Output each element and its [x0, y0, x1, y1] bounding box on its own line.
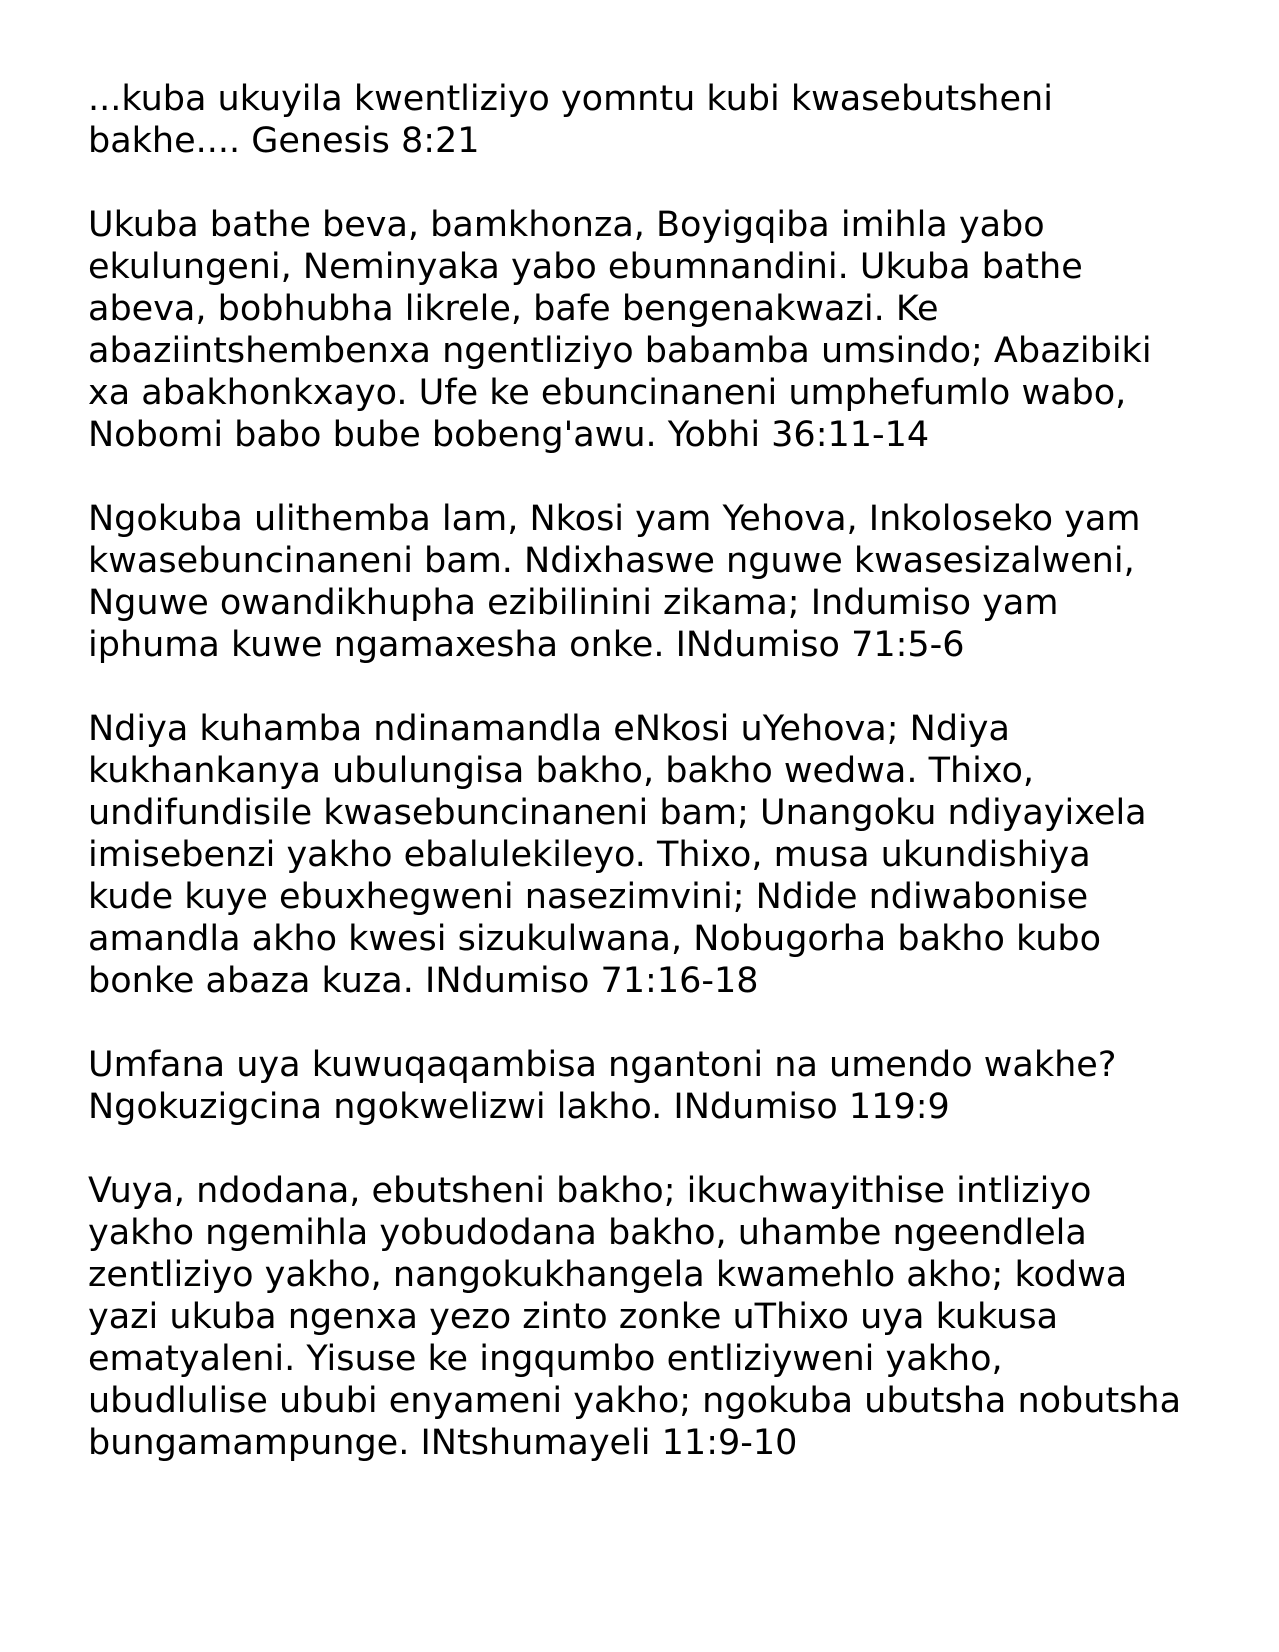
text-line: yazi ukuba ngenxa yezo zinto zonke uThixo uya kukusa	[88, 1297, 1059, 1337]
text-line: abaziintshembenxa ngentliziyo babamba umsindo; Abazibiki	[88, 331, 1152, 371]
paragraph-indumiso-119-9	[88, 1044, 1218, 1128]
text-line: zentliziyo yakho, nangokukhangela kwamehlo akho; kodwa	[88, 1255, 1128, 1295]
paragraph-yobhi-36-11-14	[88, 204, 1218, 456]
text-line: amandla akho kwesi sizukulwana, Nobugorha bakho kubo	[88, 919, 1102, 959]
text-line: Vuya, ndodana, ebutsheni bakho; ikuchwayithise intliziyo	[88, 1171, 1092, 1211]
text-line: iphuma kuwe ngamaxesha onke. INdumiso 71:5-6	[88, 625, 965, 665]
text-line: Umfana uya kuwuqaqambisa ngantoni na umendo wakhe?	[88, 1045, 1117, 1085]
text-line: Ndiya kuhamba ndinamandla eNkosi uYehova; Ndiya	[88, 709, 1010, 749]
paragraph-intshumayeli-11-9-10	[88, 1170, 1218, 1464]
text-line: xa abakhonkxayo. Ufe ke ebuncinaneni umphefumlo wabo,	[88, 373, 1127, 413]
paragraph-indumiso-71-16-18	[88, 708, 1218, 1002]
text-line: ubudlulise ububi enyameni yakho; ngokuba ubutsha nobutsha	[88, 1381, 1182, 1421]
text-line: ...kuba ukuyila kwentliziyo yomntu kubi kwasebutsheni	[88, 79, 1053, 119]
paragraph-genesis-8-21	[88, 78, 1218, 162]
text-line: kukhankanya ubulungisa bakho, bakho wedwa. Thixo,	[88, 751, 1035, 791]
text-line: Ngokuba ulithemba lam, Nkosi yam Yehova, Inkoloseko yam	[88, 499, 1141, 539]
document-page	[88, 78, 1218, 1506]
text-line: bungamampunge. INtshumayeli 11:9-10	[88, 1423, 798, 1463]
text-line: ematyaleni. Yisuse ke ingqumbo entliziyweni yakho,	[88, 1339, 1003, 1379]
text-line: Ukuba bathe beva, bamkhonza, Boyigqiba imihla yabo	[88, 205, 1045, 245]
text-line: undifundisile kwasebuncinaneni bam; Unangoku ndiyayixela	[88, 793, 1147, 833]
text-line: bonke abaza kuza. INdumiso 71:16-18	[88, 961, 759, 1001]
text-line: kwasebuncinaneni bam. Ndixhaswe nguwe kwasesizalweni,	[88, 541, 1135, 581]
paragraph-indumiso-71-5-6	[88, 498, 1218, 666]
text-line: yakho ngemihla yobudodana bakho, uhambe ngeendlela	[88, 1213, 1087, 1253]
text-line: ekulungeni, Neminyaka yabo ebumnandini. Ukuba bathe	[88, 247, 1083, 287]
text-line: abeva, bobhubha likrele, bafe bengenakwazi. Ke	[88, 289, 939, 329]
text-line: Ngokuzigcina ngokwelizwi lakho. INdumiso 119:9	[88, 1087, 950, 1127]
text-line: kude kuye ebuxhegweni nasezimvini; Ndide ndiwabonise	[88, 877, 1089, 917]
text-line: Nobomi babo bube bobeng'awu. Yobhi 36:11-14	[88, 415, 930, 455]
text-line: imisebenzi yakho ebalulekileyo. Thixo, musa ukundishiya	[88, 835, 1091, 875]
text-line: Nguwe owandikhupha ezibilinini zikama; Indumiso yam	[88, 583, 1059, 623]
text-line: bakhe.... Genesis 8:21	[88, 121, 480, 161]
